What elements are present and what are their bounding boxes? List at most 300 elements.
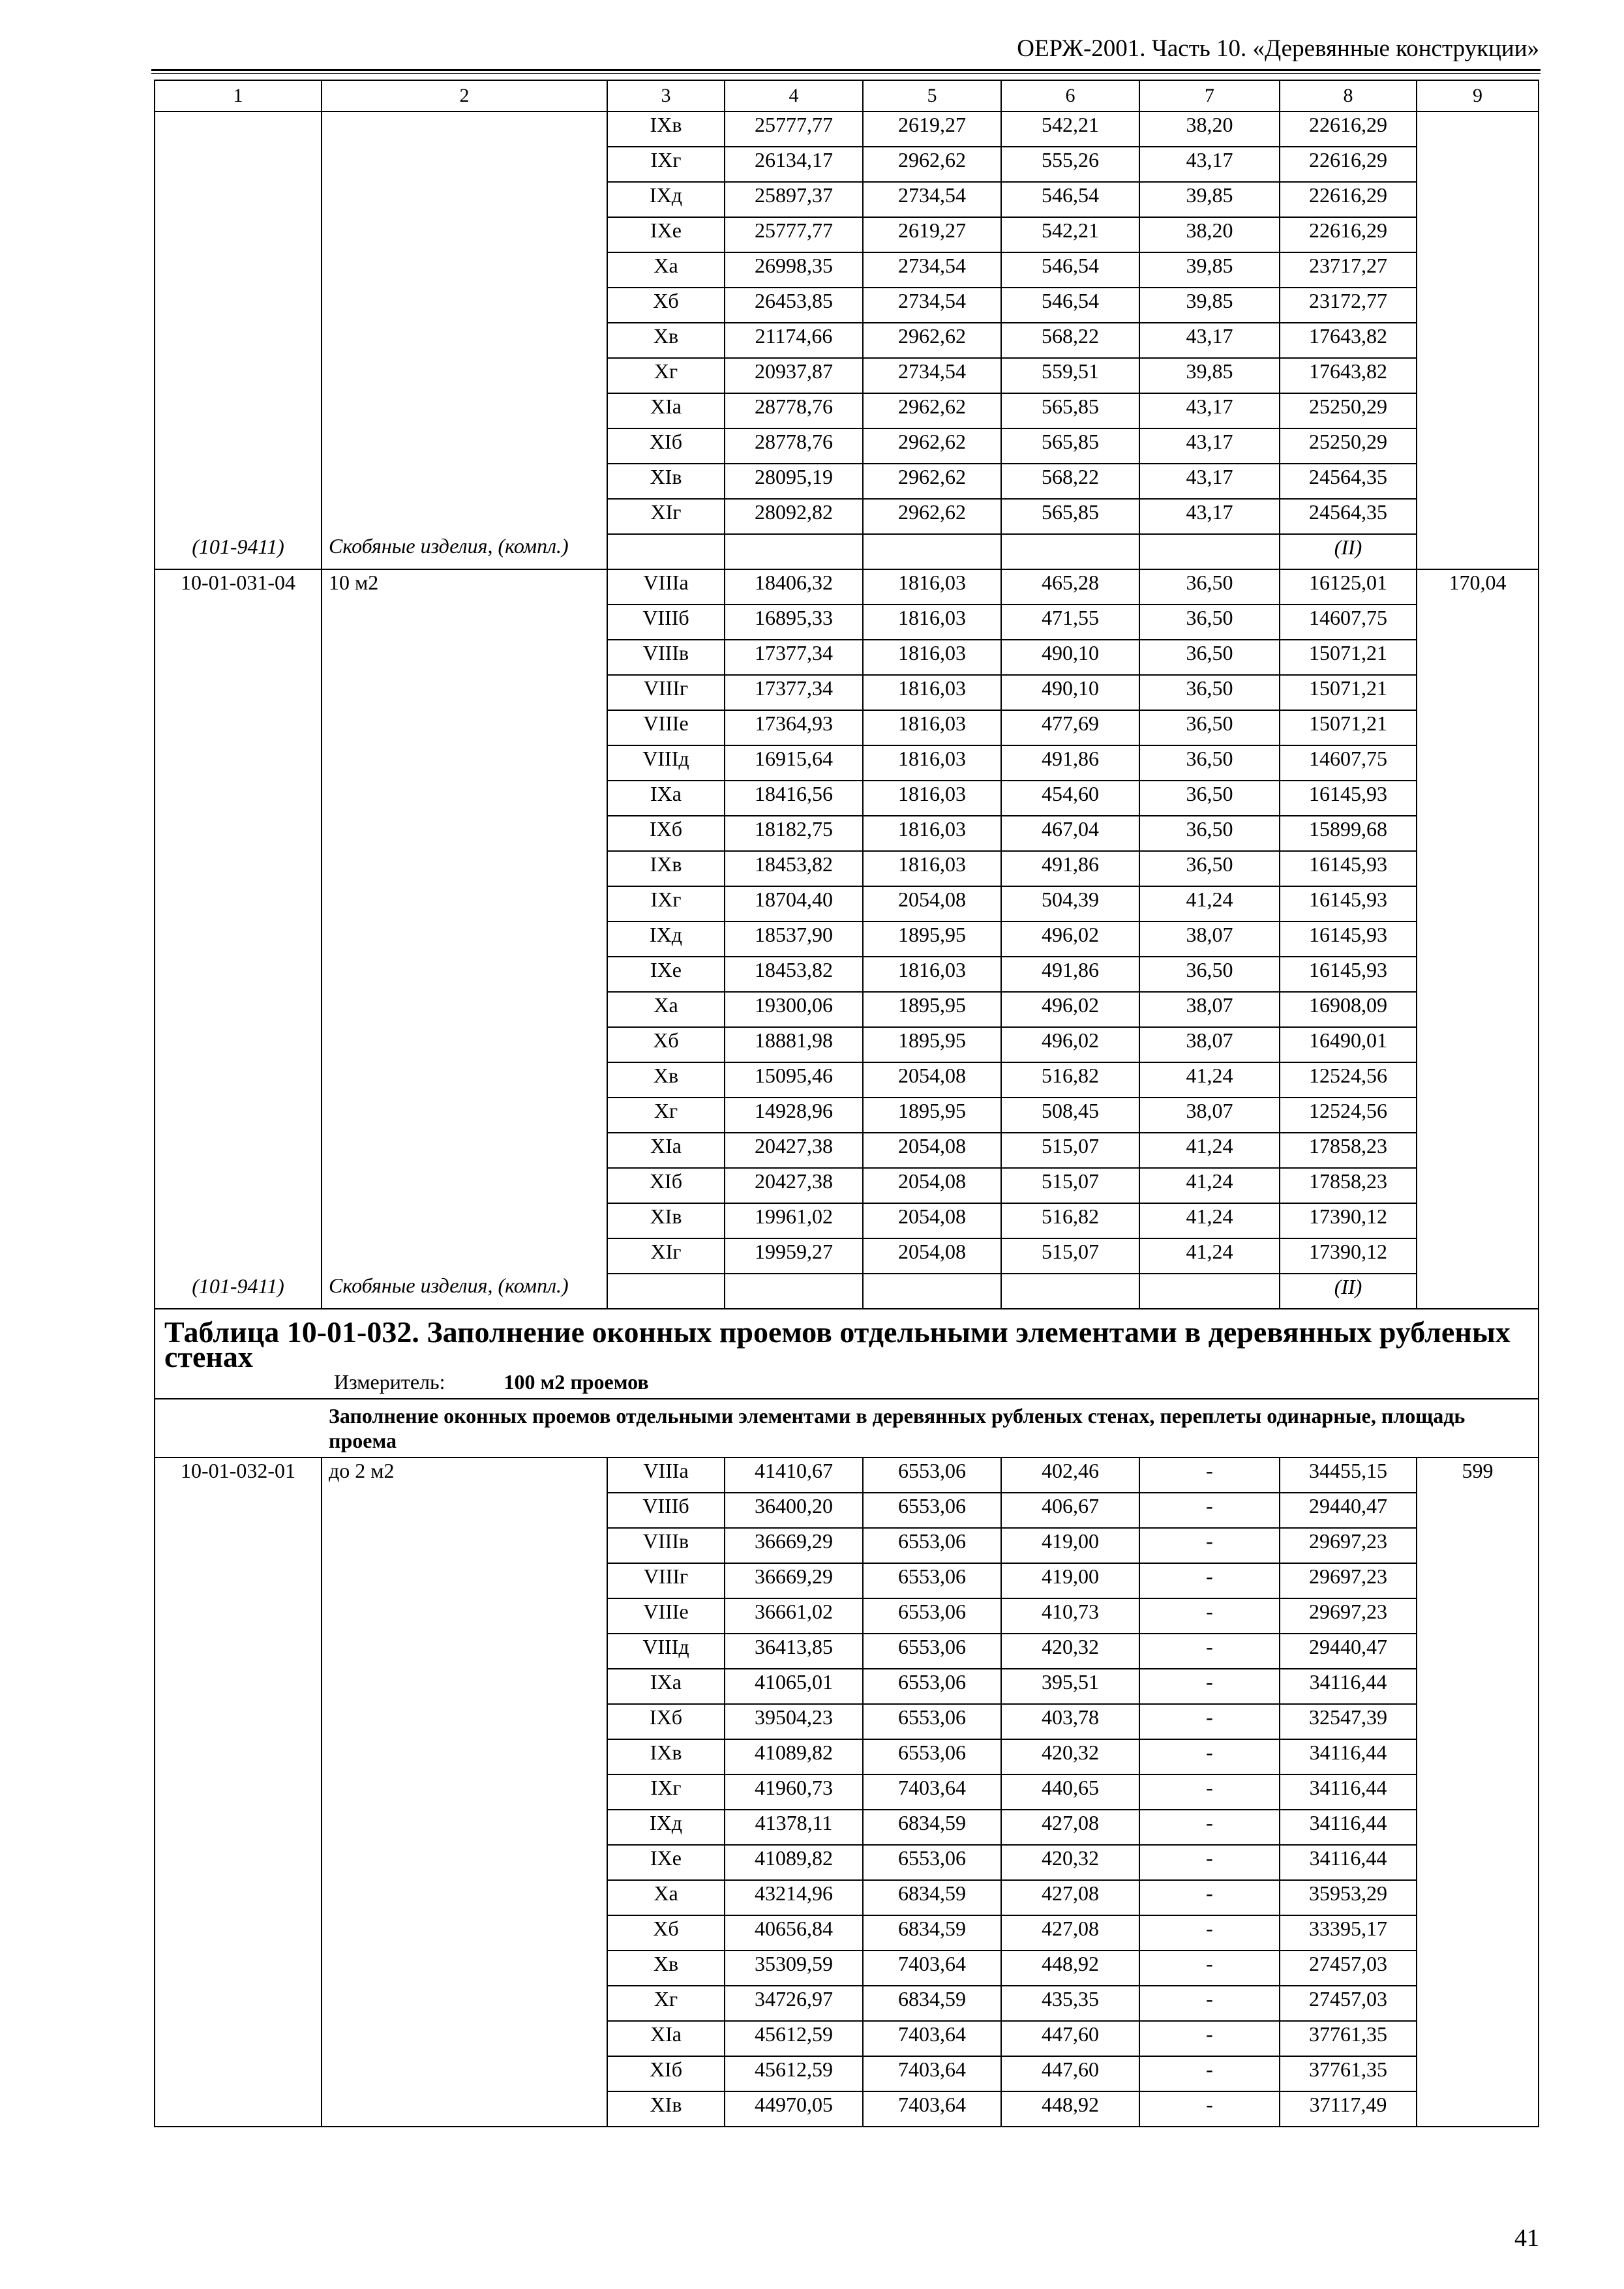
machinist-wages-cell: - — [1139, 1669, 1280, 1704]
zone-cell: XIб — [607, 2056, 725, 2091]
machines-cell: 410,73 — [1001, 1598, 1139, 1634]
machines-cell: 420,32 — [1001, 1739, 1139, 1774]
table-row-footer — [155, 534, 1539, 569]
description-row — [155, 1399, 1539, 1458]
empty-cell — [155, 1704, 322, 1739]
zone-cell: VIIIа — [607, 1458, 725, 1493]
empty-cell — [155, 464, 322, 499]
table-row — [155, 1845, 1539, 1880]
machines-cell: 448,92 — [1001, 1951, 1139, 1986]
materials-cell: 24564,35 — [1280, 499, 1417, 534]
empty-cell — [155, 1563, 322, 1598]
wages-cell: 6834,59 — [863, 1915, 1001, 1951]
table-row — [155, 1880, 1539, 1915]
empty-cell — [155, 992, 322, 1027]
empty-cell — [1417, 992, 1539, 1027]
wages-cell: 2962,62 — [863, 323, 1001, 358]
wages-cell: 7403,64 — [863, 1774, 1001, 1810]
empty-cell — [155, 1739, 322, 1774]
materials-cell: 24564,35 — [1280, 464, 1417, 499]
total-cost-cell: 35309,59 — [725, 1951, 863, 1986]
machinist-wages-cell: - — [1139, 1739, 1280, 1774]
materials-cell: 34116,44 — [1280, 1774, 1417, 1810]
wages-cell: 1895,95 — [863, 1027, 1001, 1062]
materials-cell: 16908,09 — [1280, 992, 1417, 1027]
empty-cell — [155, 1774, 322, 1810]
zone-cell: IXе — [607, 217, 725, 252]
wages-cell: 2054,08 — [863, 1133, 1001, 1168]
machinist-wages-cell: - — [1139, 1634, 1280, 1669]
labor-cell: 170,04 — [1417, 569, 1539, 605]
materials-cell: 17643,82 — [1280, 323, 1417, 358]
zone-cell: IXб — [607, 1704, 725, 1739]
machines-cell: 435,35 — [1001, 1986, 1139, 2021]
wages-cell: 2619,27 — [863, 217, 1001, 252]
total-cost-cell: 14928,96 — [725, 1098, 863, 1133]
machines-cell: 516,82 — [1001, 1203, 1139, 1238]
zone-cell: XIб — [607, 428, 725, 464]
total-cost-cell: 45612,59 — [725, 2021, 863, 2056]
materials-cell: 16490,01 — [1280, 1027, 1417, 1062]
materials-cell: 16145,93 — [1280, 851, 1417, 886]
machines-cell: 465,28 — [1001, 569, 1139, 605]
zone-cell: IXд — [607, 182, 725, 217]
empty-cell — [155, 851, 322, 886]
empty-cell — [322, 323, 607, 358]
table-row — [155, 640, 1539, 675]
wages-cell: 2734,54 — [863, 252, 1001, 288]
empty-cell — [1417, 1098, 1539, 1133]
table-row — [155, 1951, 1539, 1986]
machinist-wages-cell: 36,50 — [1139, 640, 1280, 675]
materials-cell: 12524,56 — [1280, 1062, 1417, 1098]
empty-cell — [1417, 182, 1539, 217]
machinist-wages-cell: 38,07 — [1139, 1098, 1280, 1133]
machinist-wages-cell: 43,17 — [1139, 393, 1280, 428]
empty-cell — [155, 957, 322, 992]
zone-cell: VIIIд — [607, 1634, 725, 1669]
wages-cell: 1895,95 — [863, 921, 1001, 957]
machinist-wages-cell: - — [1139, 1458, 1280, 1493]
empty-cell — [322, 640, 607, 675]
machines-cell: 419,00 — [1001, 1563, 1139, 1598]
zone-cell: XIг — [607, 499, 725, 534]
table-row — [155, 675, 1539, 710]
machines-cell: 515,07 — [1001, 1168, 1139, 1203]
empty-cell — [1417, 1739, 1539, 1774]
empty-cell — [863, 534, 1001, 569]
machines-cell: 471,55 — [1001, 605, 1139, 640]
empty-cell — [322, 1986, 607, 2021]
empty-cell — [322, 1133, 607, 1168]
rates-table-body — [155, 80, 1539, 2127]
total-cost-cell: 20427,38 — [725, 1168, 863, 1203]
machines-cell: 420,32 — [1001, 1634, 1139, 1669]
empty-cell — [1417, 1203, 1539, 1238]
empty-cell — [322, 957, 607, 992]
table-row — [155, 1986, 1539, 2021]
empty-cell — [322, 816, 607, 851]
empty-cell — [1139, 534, 1280, 569]
total-cost-cell: 18453,82 — [725, 851, 863, 886]
wages-cell: 1895,95 — [863, 992, 1001, 1027]
machinist-wages-cell: - — [1139, 1880, 1280, 1915]
materials-cell: 16145,93 — [1280, 886, 1417, 921]
table-row — [155, 464, 1539, 499]
empty-cell — [1417, 464, 1539, 499]
rate-code: 10-01-031-04 — [155, 569, 322, 605]
wages-cell: 1816,03 — [863, 957, 1001, 992]
table-row — [155, 1027, 1539, 1062]
machines-cell: 496,02 — [1001, 1027, 1139, 1062]
machinist-wages-cell: - — [1139, 1986, 1280, 2021]
zone-cell: VIIIа — [607, 569, 725, 605]
zone-cell: VIIIб — [607, 605, 725, 640]
machines-cell: 491,86 — [1001, 745, 1139, 781]
zone-cell: IXг — [607, 1774, 725, 1810]
empty-cell — [1417, 1704, 1539, 1739]
empty-cell — [1001, 534, 1139, 569]
machinist-wages-cell: 36,50 — [1139, 605, 1280, 640]
empty-cell — [322, 2056, 607, 2091]
machinist-wages-cell: 43,17 — [1139, 323, 1280, 358]
empty-cell — [322, 288, 607, 323]
empty-cell — [322, 710, 607, 745]
empty-cell — [1417, 534, 1539, 569]
machines-cell: 427,08 — [1001, 1880, 1139, 1915]
table-row — [155, 499, 1539, 534]
total-cost-cell: 45612,59 — [725, 2056, 863, 2091]
empty-cell — [725, 534, 863, 569]
empty-cell — [322, 605, 607, 640]
total-cost-cell: 34726,97 — [725, 1986, 863, 2021]
materials-cell: 14607,75 — [1280, 605, 1417, 640]
machines-cell: 515,07 — [1001, 1133, 1139, 1168]
materials-cell: 23172,77 — [1280, 288, 1417, 323]
total-cost-cell: 20937,87 — [725, 358, 863, 393]
resource-name: Скобяные изделия, (компл.) — [322, 534, 607, 569]
zone-cell: Xв — [607, 1951, 725, 1986]
total-cost-cell: 18453,82 — [725, 957, 863, 992]
measure-label: Измеритель: — [334, 1370, 445, 1394]
total-cost-cell: 25897,37 — [725, 182, 863, 217]
machinist-wages-cell: - — [1139, 1493, 1280, 1528]
total-cost-cell: 18406,32 — [725, 569, 863, 605]
table-row — [155, 252, 1539, 288]
column-header-row — [155, 80, 1539, 112]
machinist-wages-cell: 36,50 — [1139, 851, 1280, 886]
resource-code: (101-9411) — [155, 1274, 322, 1309]
empty-cell — [155, 1062, 322, 1098]
machinist-wages-cell: 38,07 — [1139, 992, 1280, 1027]
wages-cell: 2962,62 — [863, 393, 1001, 428]
empty-cell — [1001, 1274, 1139, 1309]
machines-cell: 491,86 — [1001, 851, 1139, 886]
empty-cell — [1417, 252, 1539, 288]
empty-cell — [155, 781, 322, 816]
machinist-wages-cell: 41,24 — [1139, 1133, 1280, 1168]
empty-cell — [1417, 1986, 1539, 2021]
zone-cell: Xа — [607, 1880, 725, 1915]
wages-cell: 2962,62 — [863, 428, 1001, 464]
wages-cell: 1816,03 — [863, 781, 1001, 816]
col-header-6: 6 — [1001, 80, 1139, 112]
table-row — [155, 1203, 1539, 1238]
resource-class: (II) — [1280, 1274, 1417, 1309]
machinist-wages-cell: 36,50 — [1139, 781, 1280, 816]
empty-cell — [1417, 393, 1539, 428]
empty-cell — [322, 1774, 607, 1810]
empty-cell — [155, 1203, 322, 1238]
table-row — [155, 1704, 1539, 1739]
empty-cell — [1417, 1915, 1539, 1951]
measure-value: 100 м2 проемов — [504, 1370, 649, 1394]
total-cost-cell: 16895,33 — [725, 605, 863, 640]
zone-cell: VIIIг — [607, 1563, 725, 1598]
table-row — [155, 2091, 1539, 2127]
zone-cell: IXв — [607, 112, 725, 147]
col-header-8: 8 — [1280, 80, 1417, 112]
empty-cell — [1417, 1774, 1539, 1810]
rate-unit: 10 м2 — [322, 569, 607, 605]
machinist-wages-cell: 43,17 — [1139, 499, 1280, 534]
empty-cell — [322, 1563, 607, 1598]
total-cost-cell: 28778,76 — [725, 393, 863, 428]
empty-cell — [155, 499, 322, 534]
wages-cell: 7403,64 — [863, 2021, 1001, 2056]
empty-cell — [322, 1810, 607, 1845]
table-row — [155, 1774, 1539, 1810]
table-title-text: Таблица 10-01-032. Заполнение оконных проемов отдельными элементами в деревянных рубленых стенах — [164, 1315, 1511, 1373]
machinist-wages-cell: - — [1139, 1704, 1280, 1739]
empty-cell — [1417, 1880, 1539, 1915]
machinist-wages-cell: - — [1139, 2056, 1280, 2091]
empty-cell — [322, 499, 607, 534]
empty-cell — [1417, 1598, 1539, 1634]
empty-cell — [322, 1168, 607, 1203]
empty-cell — [322, 675, 607, 710]
machines-cell: 467,04 — [1001, 816, 1139, 851]
empty-cell — [155, 1133, 322, 1168]
materials-cell: 23717,27 — [1280, 252, 1417, 288]
zone-cell: IXг — [607, 147, 725, 182]
wages-cell: 1816,03 — [863, 816, 1001, 851]
materials-cell: 16145,93 — [1280, 957, 1417, 992]
empty-cell — [322, 851, 607, 886]
empty-cell — [155, 921, 322, 957]
empty-cell — [155, 1027, 322, 1062]
table-row — [155, 323, 1539, 358]
materials-cell: 22616,29 — [1280, 112, 1417, 147]
materials-cell: 29697,23 — [1280, 1598, 1417, 1634]
wages-cell: 6553,06 — [863, 1458, 1001, 1493]
machines-cell: 491,86 — [1001, 957, 1139, 992]
total-cost-cell: 41065,01 — [725, 1669, 863, 1704]
empty-cell — [1417, 2021, 1539, 2056]
wages-cell: 2962,62 — [863, 147, 1001, 182]
empty-cell — [1139, 1274, 1280, 1309]
empty-cell — [1417, 499, 1539, 534]
wages-cell: 1816,03 — [863, 605, 1001, 640]
machines-cell: 490,10 — [1001, 640, 1139, 675]
machinist-wages-cell: - — [1139, 1845, 1280, 1880]
machines-cell: 568,22 — [1001, 464, 1139, 499]
empty-cell — [322, 428, 607, 464]
zone-cell: Xв — [607, 323, 725, 358]
empty-cell — [155, 1634, 322, 1669]
empty-cell — [322, 992, 607, 1027]
zone-cell: XIв — [607, 2091, 725, 2127]
table-row — [155, 1563, 1539, 1598]
work-description: Заполнение оконных проемов отдельными элементами в деревянных рубленых стенах, переплеты одинарные, площадь проема — [155, 1399, 1539, 1458]
zone-cell: VIIIг — [607, 675, 725, 710]
materials-cell: 15899,68 — [1280, 816, 1417, 851]
total-cost-cell: 44970,05 — [725, 2091, 863, 2127]
machines-cell: 565,85 — [1001, 428, 1139, 464]
wages-cell: 6553,06 — [863, 1493, 1001, 1528]
zone-cell: IXа — [607, 1669, 725, 1704]
zone-cell: VIIIе — [607, 1598, 725, 1634]
machinist-wages-cell: 41,24 — [1139, 1062, 1280, 1098]
wages-cell: 2054,08 — [863, 1238, 1001, 1274]
empty-cell — [155, 745, 322, 781]
table-row — [155, 816, 1539, 851]
wages-cell: 7403,64 — [863, 2056, 1001, 2091]
total-cost-cell: 18416,56 — [725, 781, 863, 816]
rate-unit: до 2 м2 — [322, 1458, 607, 1493]
materials-cell: 25250,29 — [1280, 428, 1417, 464]
machinist-wages-cell: 41,24 — [1139, 1203, 1280, 1238]
empty-cell — [1417, 1563, 1539, 1598]
materials-cell: 14607,75 — [1280, 745, 1417, 781]
table-row — [155, 781, 1539, 816]
empty-cell — [322, 217, 607, 252]
total-cost-cell: 21174,66 — [725, 323, 863, 358]
total-cost-cell: 26453,85 — [725, 288, 863, 323]
materials-cell: 16145,93 — [1280, 921, 1417, 957]
zone-cell: Xг — [607, 1986, 725, 2021]
table-row — [155, 1739, 1539, 1774]
empty-cell — [322, 393, 607, 428]
machinist-wages-cell: - — [1139, 1810, 1280, 1845]
total-cost-cell: 17364,93 — [725, 710, 863, 745]
empty-cell — [322, 781, 607, 816]
table-row — [155, 2056, 1539, 2091]
empty-cell — [155, 2056, 322, 2091]
table-row — [155, 182, 1539, 217]
zone-cell: XIа — [607, 1133, 725, 1168]
machines-cell: 559,51 — [1001, 358, 1139, 393]
wages-cell: 6834,59 — [863, 1880, 1001, 1915]
total-cost-cell: 18537,90 — [725, 921, 863, 957]
wages-cell: 2054,08 — [863, 1062, 1001, 1098]
materials-cell: 16125,01 — [1280, 569, 1417, 605]
empty-cell — [1417, 112, 1539, 147]
table-row — [155, 710, 1539, 745]
empty-cell — [1417, 1168, 1539, 1203]
table-row-footer — [155, 1274, 1539, 1309]
empty-cell — [1417, 781, 1539, 816]
table-row — [155, 851, 1539, 886]
total-cost-cell: 36661,02 — [725, 1598, 863, 1634]
empty-cell — [1417, 1528, 1539, 1563]
machines-cell: 516,82 — [1001, 1062, 1139, 1098]
empty-cell — [155, 1238, 322, 1274]
empty-cell — [155, 816, 322, 851]
machines-cell: 546,54 — [1001, 288, 1139, 323]
machines-cell: 406,67 — [1001, 1493, 1139, 1528]
empty-cell — [322, 1238, 607, 1274]
empty-cell — [1417, 851, 1539, 886]
empty-cell — [322, 2091, 607, 2127]
total-cost-cell: 17377,34 — [725, 675, 863, 710]
table-row — [155, 1133, 1539, 1168]
total-cost-cell: 41410,67 — [725, 1458, 863, 1493]
wages-cell: 2734,54 — [863, 288, 1001, 323]
zone-cell: IXд — [607, 921, 725, 957]
total-cost-cell: 28095,19 — [725, 464, 863, 499]
machinist-wages-cell: 43,17 — [1139, 428, 1280, 464]
machines-cell: 447,60 — [1001, 2021, 1139, 2056]
machinist-wages-cell: 36,50 — [1139, 745, 1280, 781]
empty-cell — [155, 1528, 322, 1563]
empty-cell — [322, 112, 607, 147]
empty-cell — [1417, 640, 1539, 675]
total-cost-cell: 17377,34 — [725, 640, 863, 675]
table-row — [155, 147, 1539, 182]
machines-cell: 555,26 — [1001, 147, 1139, 182]
materials-cell: 34116,44 — [1280, 1739, 1417, 1774]
materials-cell: 34116,44 — [1280, 1669, 1417, 1704]
materials-cell: 34455,15 — [1280, 1458, 1417, 1493]
table-title-row — [155, 1309, 1539, 1399]
machines-cell: 402,46 — [1001, 1458, 1139, 1493]
machinist-wages-cell: 36,50 — [1139, 675, 1280, 710]
total-cost-cell: 41089,82 — [725, 1845, 863, 1880]
machinist-wages-cell: 36,50 — [1139, 816, 1280, 851]
machines-cell: 427,08 — [1001, 1915, 1139, 1951]
total-cost-cell: 28092,82 — [725, 499, 863, 534]
zone-cell: IXе — [607, 957, 725, 992]
wages-cell: 1816,03 — [863, 640, 1001, 675]
zone-cell: IXа — [607, 781, 725, 816]
materials-cell: 22616,29 — [1280, 147, 1417, 182]
empty-cell — [1417, 1062, 1539, 1098]
total-cost-cell: 36413,85 — [725, 1634, 863, 1669]
empty-cell — [1417, 1951, 1539, 1986]
machines-cell: 496,02 — [1001, 992, 1139, 1027]
machines-cell: 403,78 — [1001, 1704, 1139, 1739]
total-cost-cell: 18182,75 — [725, 816, 863, 851]
machinist-wages-cell: - — [1139, 1598, 1280, 1634]
empty-cell — [1417, 886, 1539, 921]
materials-cell: 27457,03 — [1280, 1986, 1417, 2021]
machinist-wages-cell: 36,50 — [1139, 710, 1280, 745]
empty-cell — [155, 1098, 322, 1133]
empty-cell — [1417, 745, 1539, 781]
wages-cell: 1816,03 — [863, 675, 1001, 710]
wages-cell: 6834,59 — [863, 1810, 1001, 1845]
empty-cell — [322, 1880, 607, 1915]
total-cost-cell: 16915,64 — [725, 745, 863, 781]
table-row — [155, 2021, 1539, 2056]
machinist-wages-cell: 43,17 — [1139, 464, 1280, 499]
empty-cell — [1417, 1845, 1539, 1880]
empty-cell — [155, 112, 322, 147]
empty-cell — [1417, 1810, 1539, 1845]
empty-cell — [155, 2091, 322, 2127]
table-row — [155, 992, 1539, 1027]
